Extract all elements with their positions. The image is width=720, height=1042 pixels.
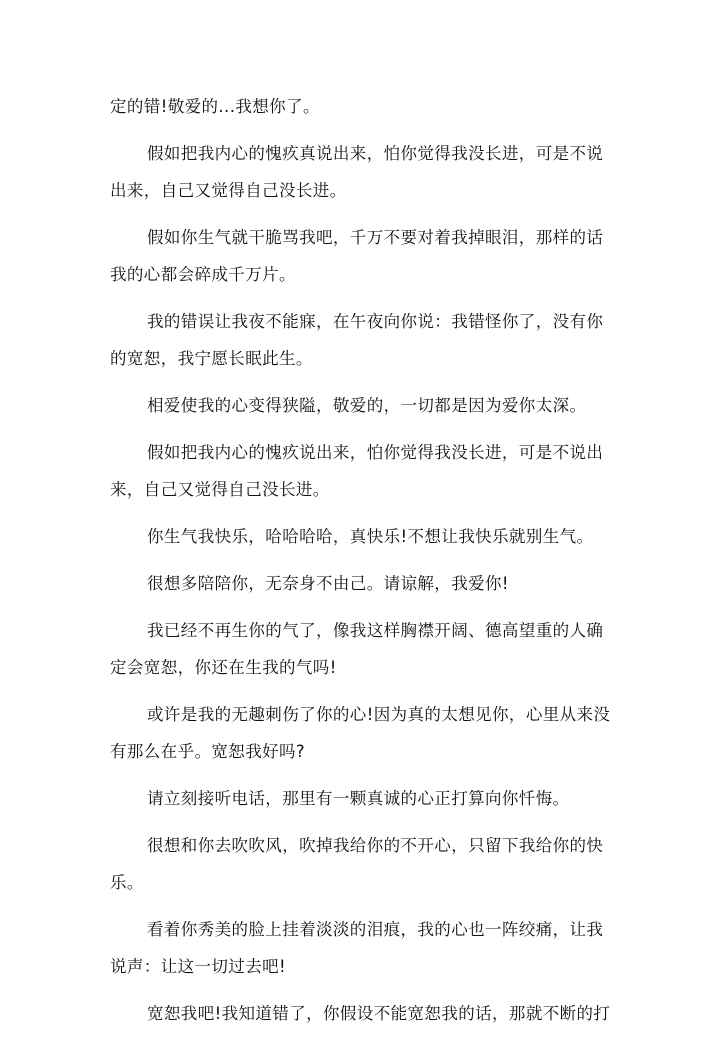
paragraph: 假如你生气就干脆骂我吧，千万不要对着我掉眼泪，那样的话我的心都会碎成千万片。 <box>110 228 604 284</box>
paragraph: 你生气我快乐，哈哈哈哈，真快乐!不想让我快乐就别生气。 <box>147 527 594 546</box>
paragraph: 定的错!敬爱的...我想你了。 <box>110 97 320 116</box>
paragraph: 假如把我内心的愧疚说出来，怕你觉得我没长进，可是不说出来，自己又觉得自己没长进。 <box>110 443 604 499</box>
paragraph: 很想多陪陪你，无奈身不由己。请谅解，我爱你! <box>147 574 509 593</box>
document-body <box>110 88 612 1042</box>
paragraph: 我已经不再生你的气了，像我这样胸襟开阔、德高望重的人确定会宽恕，你还在生我的气吗! <box>110 621 604 677</box>
paragraph: 很想和你去吹吹风，吹掉我给你的不开心，只留下我给你的快乐。 <box>110 836 604 892</box>
paragraph: 请立刻接听电话，那里有一颗真诚的心正打算向你忏悔。 <box>147 789 570 808</box>
paragraph: 看着你秀美的脸上挂着淡淡的泪痕，我的心也一阵绞痛，让我说声：让这一切过去吧! <box>110 920 604 976</box>
paragraph: 或许是我的无趣刺伤了你的心!因为真的太想见你，心里从来没有那么在乎。宽恕我好吗? <box>110 705 611 761</box>
paragraph: 假如把我内心的愧疚真说出来，怕你觉得我没长进，可是不说出来，自己又觉得自己没长进。 <box>110 144 604 200</box>
paragraph: 相爱使我的心变得狭隘，敬爱的，一切都是因为爱你太深。 <box>147 396 587 415</box>
paragraph: 我的错误让我夜不能寐，在午夜向你说：我错怪你了，没有你的宽恕，我宁愿长眠此生。 <box>110 312 604 368</box>
paragraph: 宽恕我吧!我知道错了，你假设不能宽恕我的话，那就不断的打 <box>147 1004 611 1023</box>
